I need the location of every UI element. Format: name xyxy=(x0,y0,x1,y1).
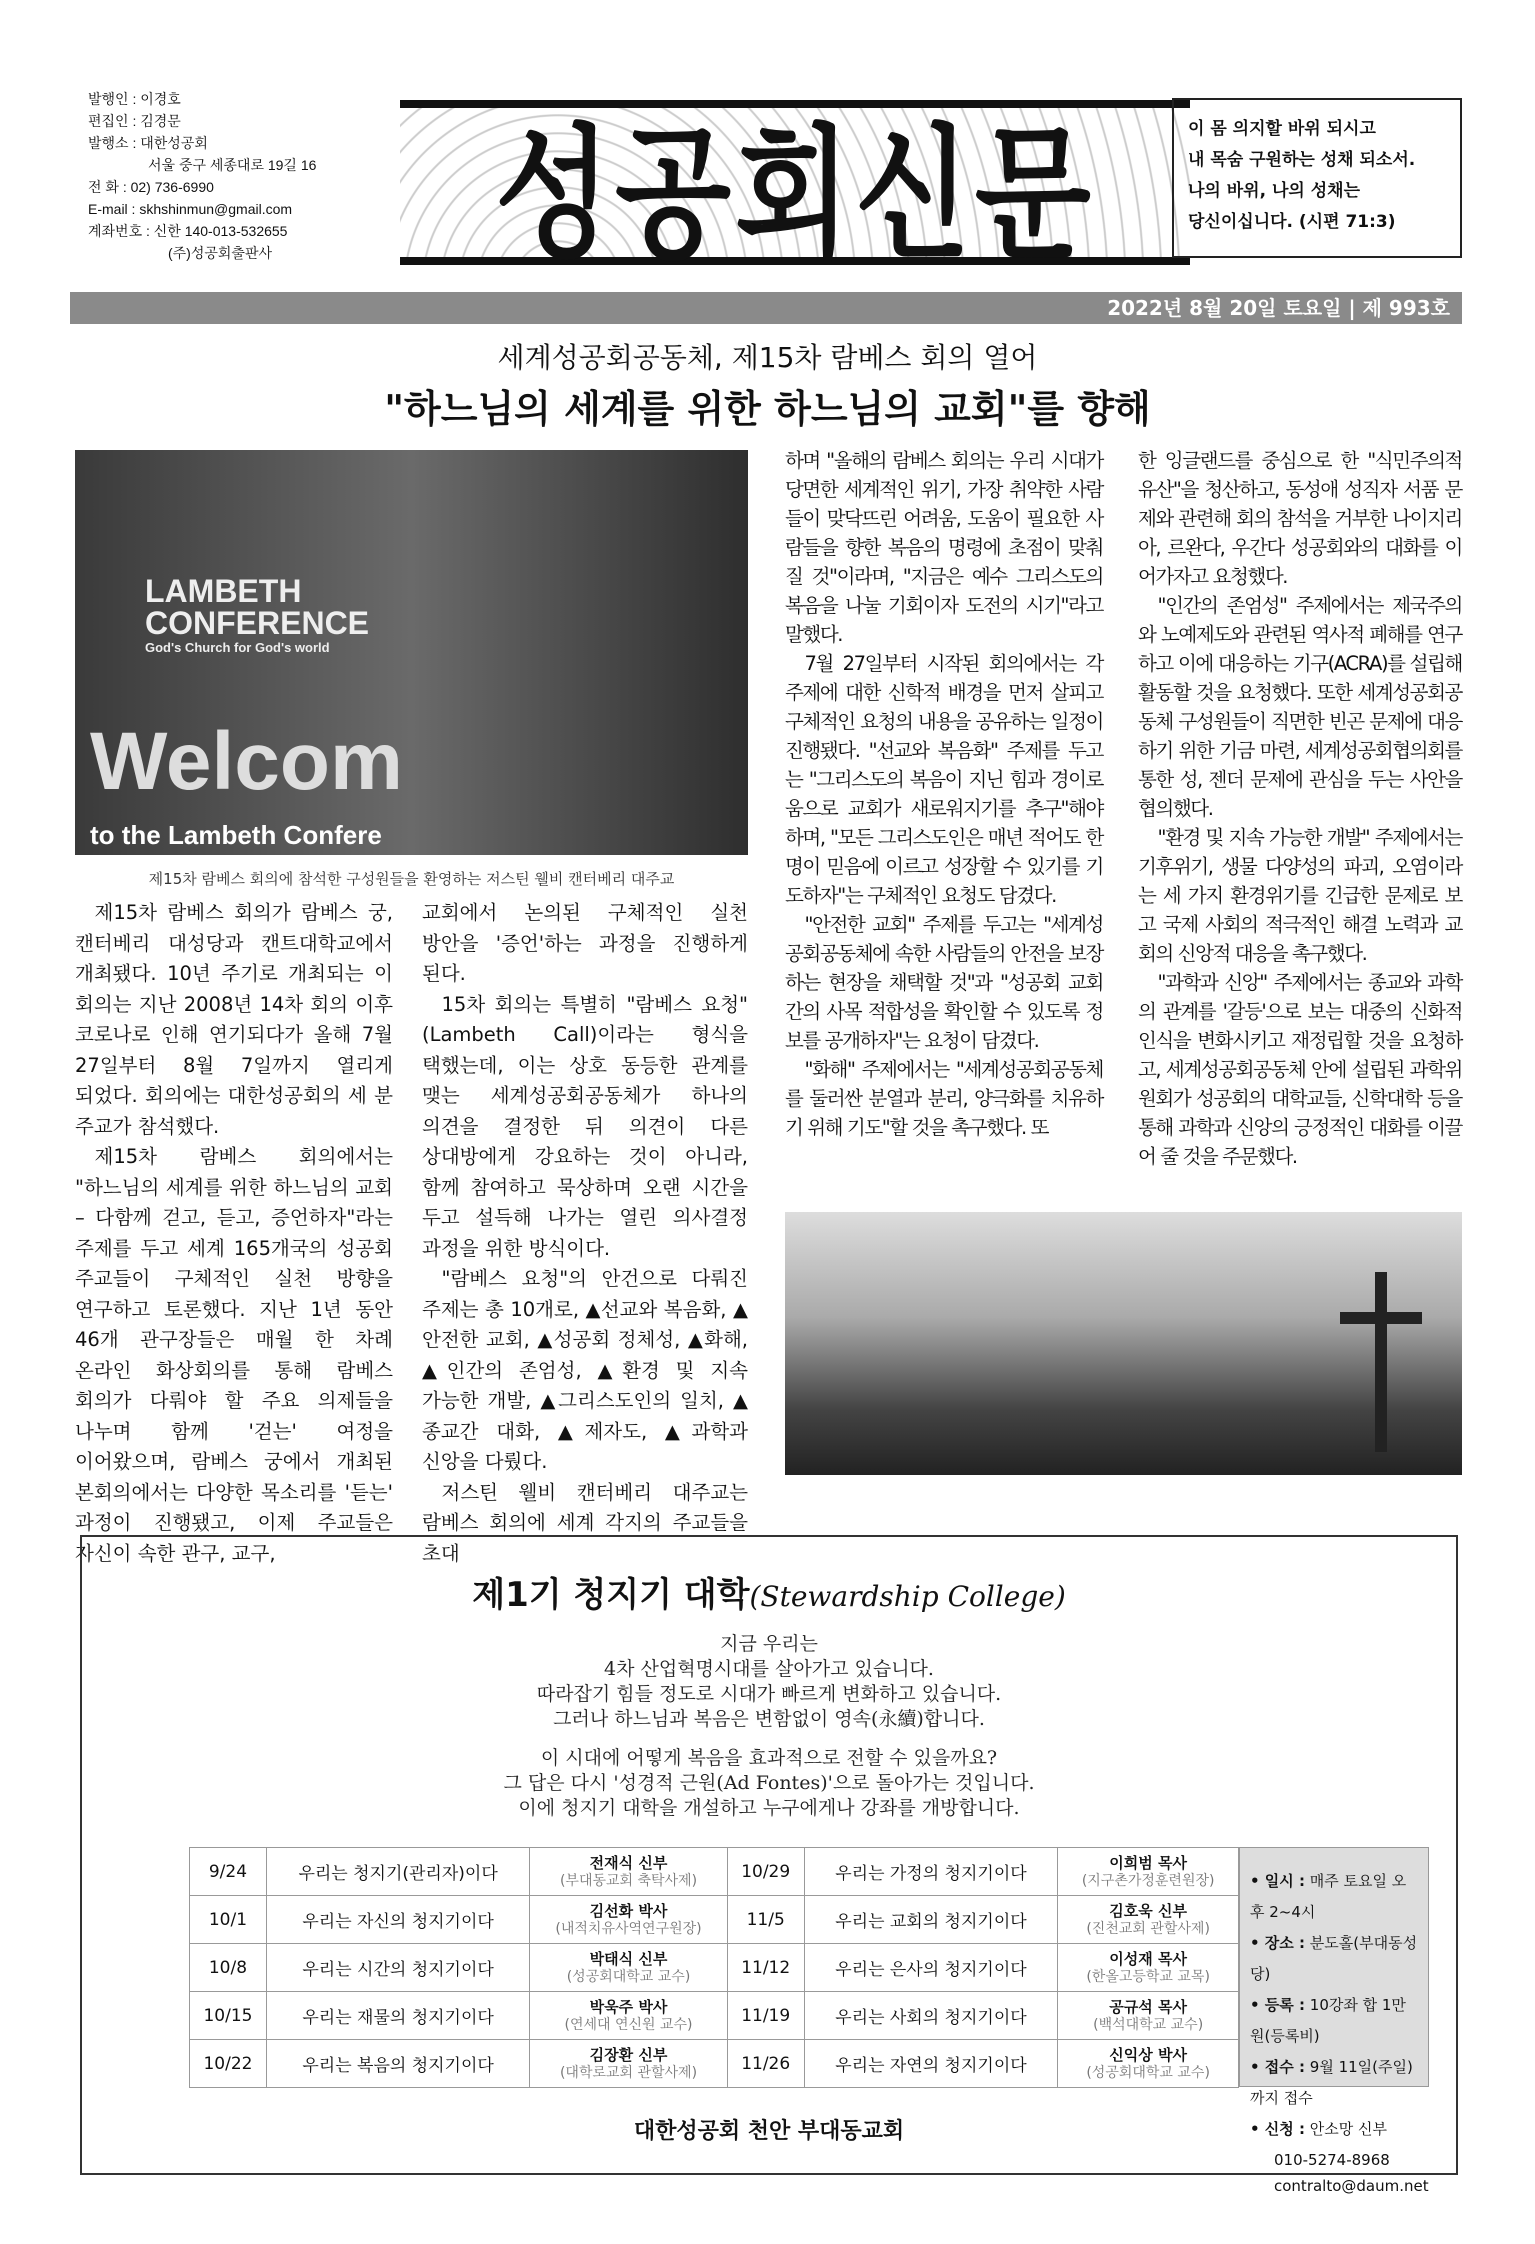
info-line: 계좌번호 : 신한 140-013-532655 xyxy=(88,223,288,239)
verse-line: 내 목숨 구원하는 성채 되소서. xyxy=(1188,150,1416,170)
paragraph: "환경 및 지속 가능한 개발" 주제에서는 기후위기, 생물 다양성의 파괴, 오염이라는 세 가지 환경위기를 긴급한 문제로 보고 국제 사회의 적극적인 해결 노력과 교회의 신앙적 대응을 촉구했다. xyxy=(1138,826,1462,965)
info-line: 편집인 : 김경문 xyxy=(88,113,181,129)
paragraph: "과학과 신앙" 주제에서는 종교와 과학의 관계를 '갈등'으로 보는 대중의 신화적 인식을 변화시키고 재정립할 것을 요청하고, 세계성공회공동체 안에 설립된 과학위원회가 성공회의 대학교들, 신학대학 등을 통해 과학과 신앙의 긍정적인 대화를 이끌어 줄 것을 주문했다. xyxy=(1138,971,1462,1168)
date: 11/5 xyxy=(727,1896,804,1944)
lecturer: 김선화 박사 (내적치유사역연구원장) xyxy=(530,1896,727,1944)
table-row xyxy=(190,1992,1239,2040)
ad-line: 지금 우리는 xyxy=(720,1633,818,1655)
table-row xyxy=(190,2040,1239,2088)
topic: 우리는 자연의 청지기이다 xyxy=(804,2040,1058,2088)
info-line: 서울 중구 세종대로 19길 16 xyxy=(148,157,317,173)
paragraph: 15차 회의는 특별히 "람베스 요청"(Lambeth Call)이라는 형식을 택했는데, 이는 상호 동등한 관계를 맺는 세계성공회공동체가 하나의 의견을 결정한 뒤 의견이 다른 상대방에게 강요하는 것이 아니라, 함께 참여하고 묵상하며 오랜 시간을 두고 설득해 나가는 열린 의사결정 과정을 위한 방식이다. xyxy=(422,992,748,1260)
paragraph: 한 잉글랜드를 중심으로 한 "식민주의적 유산"을 청산하고, 동성애 성직자 서품 문제와 관련해 회의 참석을 거부한 나이지리아, 르완다, 우간다 성공회와의 대화를 이어가자고 요청했다. xyxy=(1138,449,1462,588)
paragraph: 제15차 람베스 회의에서는 "하느님의 세계를 위한 하느님의 교회 – 다함께 걷고, 듣고, 증언하자"라는 주제를 두고 세계 165개국의 성공회 주교들이 구체적인 실천 방향을 연구하고 토론했다. 지난 1년 동안 46개 관구장들은 매월 한 차례 온라인 화상회의를 통해 람베스 회의가 다뤄야 할 주요 의제들을 나누며 함께 '걷는' 여정을 이어왔으며, 람베스 궁에서 개최된 본회의에서는 다양한 목소리를 '듣는' 과정이 진행됐고, 이제 주교들은 자신이 속한 관구, 교구, xyxy=(75,1145,393,1565)
detail-item: • 등록 : 10강좌 합 1만원(등록비) xyxy=(1250,1996,1406,2045)
paragraph: 제15차 람베스 회의가 람베스 궁, 캔터베리 대성당과 캔트대학교에서 개최됐다. 10년 주기로 개최되는 이 회의는 지난 2008년 14차 회의 이후 코로나로 인해 연기되다가 올해 7월 27일부터 8월 7일까지 열리게 되었다. 회의에는 대한성공회의 세 분 주교가 참석했다. xyxy=(75,901,393,1138)
paragraph: 저스틴 웰비 캔터베리 대주교는 람베스 회의에 세계 각지의 주교들을 초대 xyxy=(422,1480,748,1565)
lecturer: 김장환 신부 (대학로교회 관할사제) xyxy=(530,2040,727,2088)
info-line: E-mail : skhshinmun@gmail.com xyxy=(88,201,293,217)
date: 9/24 xyxy=(190,1848,267,1896)
ad-line: 이 시대에 어떻게 복음을 효과적으로 전할 수 있을까요? xyxy=(540,1747,998,1769)
ad-body xyxy=(82,1632,1456,1821)
topic: 우리는 은사의 청지기이다 xyxy=(804,1944,1058,1992)
cross-icon xyxy=(1375,1272,1387,1452)
info-line: 발행인 : 이경호 xyxy=(88,91,181,107)
paragraph: 교회에서 논의된 구체적인 실천 방안을 '증언'하는 과정을 진행하게 된다. xyxy=(422,901,748,985)
article-column-2 xyxy=(422,898,748,1569)
ad-details xyxy=(1239,1847,1429,2195)
phone: 010-5274-8968 xyxy=(1274,2151,1390,2169)
conference-hall-photo xyxy=(785,1212,1462,1475)
lecturer: 전재식 신부 (부대동교회 축탁사제) xyxy=(530,1848,727,1896)
ad-line: 따라잡기 힘들 정도로 시대가 빠르게 변화하고 있습니다. xyxy=(536,1683,1002,1705)
paragraph: 하며 "올해의 람베스 회의는 우리 시대가 당면한 세계적인 위기, 가장 취약한 사람들이 맞닥뜨린 어려움, 도움이 필요한 사람들을 향한 복음의 명령에 초점이 맞춰질 것"이라며, "지금은 예수 그리스도의 복음을 나눌 기회이자 도전의 시기"라고 말했다. xyxy=(785,449,1103,646)
lecturer: 이희범 목사 (지구촌가정훈련원장) xyxy=(1058,1848,1239,1896)
issue-date-bar: 2022년 8월 20일 토요일 | 제 993호 xyxy=(70,292,1462,324)
ad-footer: 대한성공회 천안 부대동교회 xyxy=(633,2119,905,2144)
stewardship-college-ad xyxy=(80,1535,1458,2195)
info-line: 발행소 : 대한성공회 xyxy=(88,135,208,151)
verse-box xyxy=(1172,98,1462,258)
detail-item: • 접수 : 9월 11일(주일)까지 접수 xyxy=(1250,2058,1413,2107)
article-column-3 xyxy=(785,446,1103,1142)
topic: 우리는 사회의 청지기이다 xyxy=(804,1992,1058,2040)
paragraph: "안전한 교회" 주제를 두고는 "세계성공회공동체에 속한 사람들의 안전을 보장하는 현장을 채택할 것"과 "성공회 교회 간의 사목 적합성을 확인할 수 있도록 정보를 공개하자"는 요청이 담겼다. xyxy=(785,913,1103,1052)
article-headline: "하느님의 세계를 위한 하느님의 교회"를 향해 xyxy=(384,387,1151,431)
topic: 우리는 재물의 청지기이다 xyxy=(266,1992,529,2040)
photo-banner: Welcom xyxy=(90,716,403,807)
paragraph: 7월 27일부터 시작된 회의에서는 각 주제에 대한 신학적 배경을 먼저 살피고 구체적인 요청의 내용을 공유하는 일정이 진행됐다. "선교와 복음화" 주제를 두고는 "그리스도의 복음이 지닌 힘과 경이로움으로 교회가 새로워지기를 추구"해야 하며, "모든 그리스도인은 매년 적어도 한 명이 믿음에 이르고 성장할 수 있기를 기도하자"는 구체적인 요청도 담겼다. xyxy=(785,652,1103,907)
ad-title: 제1기 청지기 대학(Stewardship College) xyxy=(472,1575,1066,1615)
detail-item: • 일시 : 매주 토요일 오후 2~4시 xyxy=(1250,1872,1407,1921)
topic: 우리는 자신의 청지기이다 xyxy=(266,1896,529,1944)
cross-bar xyxy=(1340,1312,1422,1324)
paragraph: "인간의 존엄성" 주제에서는 제국주의와 노예제도와 관련된 역사적 폐해를 연구하고 이에 대응하는 기구(ACRA)를 설립해 활동할 것을 요청했다. 또한 세계성공회공동체 구성원들이 직면한 빈곤 문제에 대응하기 위한 기금 마련, 세계성공회협의회를 통한 성, 젠더 문제에 관심을 두는 사안을 협의했다. xyxy=(1138,594,1462,820)
lecturer: 박태식 신부 (성공회대학교 교수) xyxy=(530,1944,727,1992)
date: 10/22 xyxy=(190,2040,267,2088)
photo-sign: LAMBETH CONFERENCE God's Church for God's world xyxy=(145,573,370,655)
lecturer: 신익상 박사 (성공회대학교 교수) xyxy=(1058,2040,1239,2088)
date: 10/8 xyxy=(190,1944,267,1992)
verse-line: 나의 바위, 나의 성채는 xyxy=(1188,181,1361,201)
info-line: 전 화 : 02) 736-6990 xyxy=(88,179,214,195)
topic: 우리는 교회의 청지기이다 xyxy=(804,1896,1058,1944)
article-subtitle: 세계성공회공동체, 제15차 람베스 회의 열어 xyxy=(497,341,1038,374)
topic: 우리는 시간의 청지기이다 xyxy=(266,1944,529,1992)
topic: 우리는 가정의 청지기이다 xyxy=(804,1848,1058,1896)
photo-caption: 제15차 람베스 회의에 참석한 구성원들을 환영하는 저스틴 웰비 캔터베리 대주교 xyxy=(148,870,675,888)
paragraph: "화해" 주제에서는 "세계성공회공동체를 둘러싼 분열과 분리, 양극화를 치유하기 위해 기도"할 것을 촉구했다. 또 xyxy=(785,1058,1103,1139)
email: contralto@daum.net xyxy=(1274,2177,1429,2195)
date: 11/26 xyxy=(727,2040,804,2088)
ad-line: 그러나 하느님과 복음은 변함없이 영속(永續)합니다. xyxy=(553,1708,985,1730)
lecturer: 이성재 목사 (한올고등학교 교목) xyxy=(1058,1944,1239,1992)
detail-item: • 신청 : 안소망 신부 xyxy=(1250,2120,1388,2138)
photo-banner-sub: to the Lambeth Confere xyxy=(90,820,382,850)
paragraph: "람베스 요청"의 안건으로 다뤄진 주제는 총 10개로, ▲선교와 복음화, ▲안전한 교회, ▲성공회 정체성, ▲화해, ▲인간의 존엄성, ▲환경 및 지속 가능한 개발, ▲그리스도인의 일치, ▲종교간 대화, ▲제자도, ▲과학과 신앙을 다뤘다. xyxy=(422,1267,748,1473)
date: 11/19 xyxy=(727,1992,804,2040)
article-column-4 xyxy=(1138,446,1462,1171)
article-column-1 xyxy=(75,898,393,1569)
lecture-schedule-table xyxy=(189,1847,1239,2088)
date: 10/15 xyxy=(190,1992,267,2040)
newspaper-logo: 성공회신문 xyxy=(400,100,1190,265)
lecturer: 박욱주 박사 (연세대 연신원 교수) xyxy=(530,1992,727,2040)
date: 10/1 xyxy=(190,1896,267,1944)
topic: 우리는 복음의 청지기이다 xyxy=(266,2040,529,2088)
publisher-info xyxy=(88,88,316,264)
table-row xyxy=(190,1896,1239,1944)
ad-line: 이에 청지기 대학을 개설하고 누구에게나 강좌를 개방합니다. xyxy=(518,1797,1020,1819)
lecturer: 공규석 목사 (백석대학교 교수) xyxy=(1058,1992,1239,2040)
ad-line: 4차 산업혁명시대를 살아가고 있습니다. xyxy=(604,1658,934,1680)
date: 10/29 xyxy=(727,1848,804,1896)
verse-line: 이 몸 의지할 바위 되시고 xyxy=(1188,119,1376,139)
lambeth-welcome-photo xyxy=(75,450,748,855)
detail-item: • 장소 : 분도홀(부대동성당) xyxy=(1250,1934,1418,1983)
table-row xyxy=(190,1848,1239,1896)
lecturer: 김호욱 신부 (진천교회 관할사제) xyxy=(1058,1896,1239,1944)
topic: 우리는 청지기(관리자)이다 xyxy=(266,1848,529,1896)
verse-line: 당신이십니다. (시편 71:3) xyxy=(1188,212,1396,232)
info-line: (주)성공회출판사 xyxy=(168,245,272,261)
ad-line: 그 답은 다시 '성경적 근원(Ad Fontes)'으로 돌아가는 것입니다. xyxy=(503,1772,1035,1794)
table-row xyxy=(190,1944,1239,1992)
date: 11/12 xyxy=(727,1944,804,1992)
